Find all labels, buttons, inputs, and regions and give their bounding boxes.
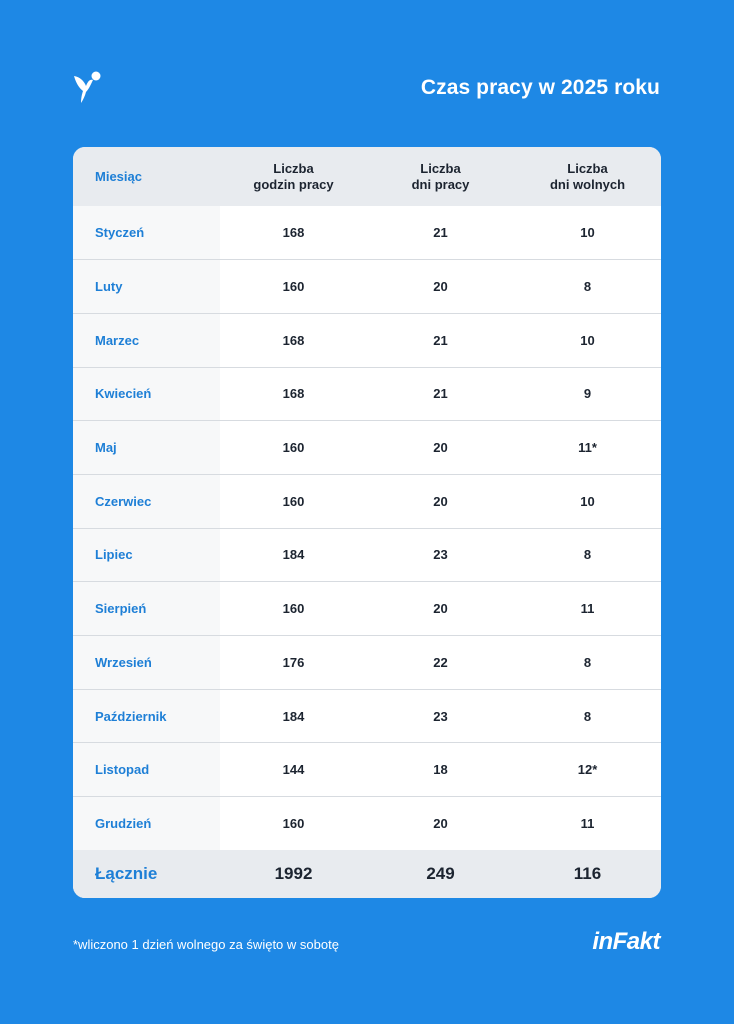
work-days-cell: 20 bbox=[367, 421, 514, 475]
table-row bbox=[73, 474, 661, 528]
days-off-cell: 9 bbox=[514, 367, 661, 421]
month-cell: Styczeń bbox=[73, 206, 220, 260]
work-days-cell: 20 bbox=[367, 474, 514, 528]
work-days-cell: 20 bbox=[433, 816, 448, 832]
days-off-cell: 8 bbox=[514, 636, 661, 690]
work-time-table bbox=[73, 147, 661, 898]
hours-cell: 160 bbox=[220, 582, 367, 636]
hours-cell: 160 bbox=[220, 474, 367, 528]
hours-cell: 176 bbox=[220, 636, 367, 690]
bird-logo-icon bbox=[72, 70, 104, 104]
table-body bbox=[73, 206, 661, 850]
month-cell: Kwiecień bbox=[73, 367, 220, 421]
hours-cell: 168 bbox=[220, 367, 367, 421]
hours-cell: 184 bbox=[220, 528, 367, 582]
days-off-cell: 10 bbox=[514, 313, 661, 367]
table-row bbox=[73, 636, 661, 690]
hours-cell: 184 bbox=[220, 689, 367, 743]
total-work-days: 249 bbox=[426, 864, 455, 884]
month-cell: Czerwiec bbox=[73, 474, 220, 528]
month-cell: Październik bbox=[73, 689, 220, 743]
days-off-cell: 11* bbox=[514, 421, 661, 475]
table-row bbox=[73, 582, 661, 636]
work-days-cell: 21 bbox=[367, 367, 514, 421]
hours-cell: 168 bbox=[220, 206, 367, 260]
work-time-table-card bbox=[73, 147, 661, 898]
hours-cell: 160 bbox=[220, 421, 367, 475]
work-days-cell: 23 bbox=[367, 689, 514, 743]
header-hours: Liczba godzin pracy bbox=[253, 160, 334, 192]
table-row bbox=[73, 421, 661, 475]
total-label: Łącznie bbox=[73, 850, 220, 898]
month-cell: Grudzień bbox=[73, 797, 220, 851]
hours-cell: 160 bbox=[220, 260, 367, 314]
brand-logo: inFakt bbox=[592, 928, 660, 955]
page-title: Czas pracy w 2025 roku bbox=[420, 76, 660, 99]
days-off-cell: 10 bbox=[514, 474, 661, 528]
work-days-cell: 18 bbox=[367, 743, 514, 797]
table-row bbox=[73, 367, 661, 421]
days-off-cell: 8 bbox=[514, 260, 661, 314]
days-off-cell: 11 bbox=[580, 816, 595, 832]
hours-cell: 144 bbox=[220, 743, 367, 797]
month-cell: Marzec bbox=[73, 313, 220, 367]
month-cell: Wrzesień bbox=[73, 636, 220, 690]
work-days-cell: 20 bbox=[367, 582, 514, 636]
header-month: Miesiąc bbox=[95, 168, 142, 184]
work-days-cell: 21 bbox=[367, 206, 514, 260]
total-row bbox=[73, 850, 661, 898]
days-off-cell: 10 bbox=[514, 206, 661, 260]
work-days-cell: 23 bbox=[367, 528, 514, 582]
work-days-cell: 22 bbox=[367, 636, 514, 690]
month-cell: Listopad bbox=[73, 743, 220, 797]
table-row bbox=[73, 797, 661, 851]
days-off-cell: 12* bbox=[514, 743, 661, 797]
days-off-cell: 8 bbox=[514, 689, 661, 743]
total-days-off: 116 bbox=[573, 864, 602, 884]
header-work-days: Liczba dni pracy bbox=[411, 160, 470, 192]
table-row bbox=[73, 743, 661, 797]
table-row bbox=[73, 689, 661, 743]
hours-cell: 160 bbox=[282, 816, 305, 832]
month-cell: Maj bbox=[73, 421, 220, 475]
table-row bbox=[73, 260, 661, 314]
days-off-cell: 8 bbox=[514, 528, 661, 582]
table-row bbox=[73, 206, 661, 260]
hours-cell: 168 bbox=[220, 313, 367, 367]
work-days-cell: 20 bbox=[367, 260, 514, 314]
total-hours: 1992 bbox=[274, 864, 313, 884]
table-header-row bbox=[73, 147, 661, 206]
footnote: *wliczono 1 dzień wolnego za święto w sobotę bbox=[73, 937, 339, 952]
days-off-cell: 11 bbox=[514, 582, 661, 636]
month-cell: Lipiec bbox=[73, 528, 220, 582]
work-days-cell: 21 bbox=[367, 313, 514, 367]
header-days-off: Liczba dni wolnych bbox=[549, 160, 626, 192]
month-cell: Sierpień bbox=[73, 582, 220, 636]
month-cell: Luty bbox=[73, 260, 220, 314]
table-row bbox=[73, 313, 661, 367]
table-row bbox=[73, 528, 661, 582]
